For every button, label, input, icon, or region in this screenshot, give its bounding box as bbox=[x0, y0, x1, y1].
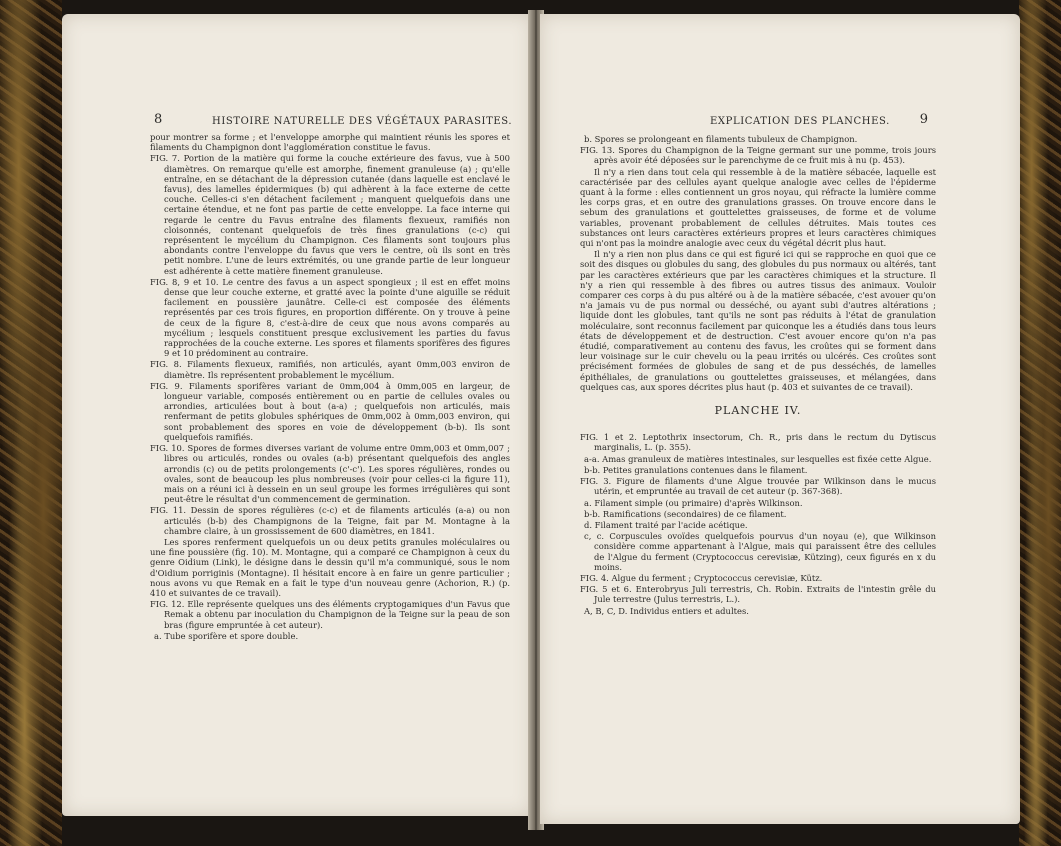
left-marbled-endpaper bbox=[0, 0, 62, 846]
paragraph: Les spores renferment quelquefois un ou deux petits granules moléculaires ou une fine poussière (fig. 10). M. Montagne, qui a comparé ce Champignon à ceux du genre Oidium (Link), le désigne dans le dessin qu'il m'a communiqué, sous le nom d'Oidium porriginis (Montagne). Il hésitait encore à en faire un genre particulier ; nous avons vu que Remak en a fait le type d'un nouveau genre (Achorion, R.) (p. 410 et suivantes de ce travail). bbox=[150, 536, 510, 598]
paragraph: b-b. Ramifications (secondaires) de ce filament. bbox=[584, 508, 787, 519]
figure-caption: FIG. 5 et 6. Enterobryus Juli terrestris, Ch. Robin. Extraits de l'intestin grêle du Jule terrestre (Julus terrestris, L.). bbox=[580, 584, 936, 605]
paragraph: a-a. Amas granuleux de matières intestinales, sur lesquelles est fixée cette Algue. bbox=[584, 453, 932, 464]
figure-caption: FIG. 11. Dessin de spores régulières (c-c) et de filaments articulés (a-a) ou non articulés (b-b) des Champignons de la Teigne, fait par M. Montagne à la chambre claire, à un grossissement de 600 diamètres, en 1841. bbox=[150, 505, 510, 536]
paragraph: Il n'y a rien dans tout cela qui ressemble à de la matière sébacée, laquelle est caractérisée par des cellules ayant quelque analogie avec celles de l'épiderme quant à la forme : elles contiennent un gros noyau, qui réfracte la lumière comme les corps gras, et en outre des granulations grasses. On trouve encore dans le sebum des granulations et gouttelettes graisseuses, de forme et de volume variables, provenant probablement de cellules détruites. Mais toutes ces substances ont leurs caractères extérieurs propres et leurs caractères chimiques qui n'ont pas la moindre analogie avec ceux du végétal décrit plus haut. bbox=[580, 166, 936, 249]
figure-caption: FIG. 7. Portion de la matière qui forme la couche extérieure des favus, vue à 500 diamètres. On remarque qu'elle est amorphe, finement granuleuse (a) ; qu'elle entraîne, en se détachant de la dépression cutanée (dans laquelle est enclavé le favus), des lamelles épidermiques (b) qui adhèrent à la face externe de cette couche. Celles-ci s'en détachent facilement ; manquent quelquefois dans une certaine étendue, et ne font pas partie de cette enveloppe. La face interne qui regarde le centre du Favus entraîne des filaments flexueux, ramifiés non cloisonnés, contenant quelquefois de très fines granulations (c-c) qui représentent le mycélium du Champignon. Ces filaments sont toujours plus abondants contre l'enveloppe du favus que vers le centre, où ils sont en très petit nombre. L'une de leurs extrémités, ou une grande partie de leur longueur est adhérente à cette matière finement granuleuse. bbox=[150, 153, 510, 276]
paragraph: Il n'y a rien non plus dans ce qui est figuré ici qui se rapproche en quoi que ce soit des disques ou globules du sang, des globules du pus normaux ou altérés, tant par les caractères extérieurs que par les caractères chimiques et la structure. Il n'y a rien qui ressemble à des fibres ou autres tissus des animaux. Vouloir comparer ces corps à du pus altéré ou à de la matière sébacée, c'est avouer qu'on n'a jamais vu de pus normal ou desséché, ou ayant subi d'autres altérations ; liquide dont les globules, tant qu'ils ne sont pas réduits à l'état de granulation moléculaire, sont reconnus facilement par quiconque les a étudiés dans tous leurs états de développement et de destruction. C'est avouer encore qu'on n'a pas étudié, comparativement au contenu des favus, les croûtes qui se forment dans leur voisinage sur le cuir chevelu ou la peau irrités ou ulcérés. Ces croûtes sont précisément formées de globules de sang et de pus desséchés, de lamelles épithéliales, de granulations ou gouttelettes graisseuses, et mélangées, dans quelques cas, aux spores décrites plus haut (p. 403 et suivantes de ce travail). bbox=[580, 249, 936, 392]
figure-caption: FIG. 13. Spores du Champignon de la Teigne germant sur une pomme, trois jours après avoir été déposées sur le parenchyme de ce fruit mis à nu (p. 453). bbox=[580, 145, 936, 166]
paragraph: A, B, C, D. Individus entiers et adultes. bbox=[584, 605, 749, 616]
paragraph: c, c. Corpuscules ovoïdes quelquefois pourvus d'un noyau (e), que Wilkinson considère comme appartenant à l'Algue, mais qui paraissent être des cellules de l'Algue du ferment (Cryptococcus cerevisiæ, Kützing), ceux figurés en x du moins. bbox=[584, 531, 936, 572]
figure-caption: FIG. 4. Algue du ferment ; Cryptococcus cerevisiæ, Kütz. bbox=[580, 572, 823, 583]
paragraph: b. Spores se prolongeant en filaments tubuleux de Champignon. bbox=[584, 134, 858, 144]
paragraph: a. Filament simple (ou primaire) d'après Wilkinson. bbox=[584, 497, 803, 508]
figure-caption: FIG. 9. Filaments sporifères variant de 0mm,004 à 0mm,005 en largeur, de longueur variable, composés entièrement ou en partie de cellules ovales ou arrondies, articulées bout à bout (a-a) ; quelquefois non articulés, mais renfermant de petits globules sphériques de 0mm,002 à 0mm,003 environ, qui sont probablement des spores en voie de développement (b-b). Ils sont quelquefois ramifiés. bbox=[150, 380, 510, 442]
figure-caption: FIG. 1 et 2. Leptothrix insectorum, Ch. R., pris dans le rectum du Dytiscus marginalis, L. (p. 355). bbox=[580, 432, 936, 453]
plate-heading: PLANCHE IV. bbox=[714, 404, 802, 418]
page-number: 9 bbox=[919, 112, 928, 127]
right-marbled-endpaper bbox=[1019, 0, 1061, 846]
figure-caption: FIG. 8, 9 et 10. Le centre des favus a un aspect spongieux ; il est en effet moins dense que leur couche externe, et gratté avec la pointe d'une aiguille se réduit facilement en poussière jaunâtre. Celle-ci est composée des éléments représentés par ces trois figures, en proportion différente. On y trouve à peine de ceux de la figure 8, c'est-à-dire de ceux que nous avons comparés au mycélium ; lesquels constituent presque exclusivement les parties du favus rapprochées de la couche externe. Les spores et filaments sporifères des figures 9 et 10 prédominent au contraire. bbox=[150, 276, 510, 359]
left-page bbox=[62, 14, 532, 816]
figure-caption: FIG. 8. Filaments flexueux, ramifiés, non articulés, ayant 0mm,003 environ de diamètre. Ils représentent probablement le mycélium. bbox=[150, 359, 510, 380]
paragraph: a. Tube sporifère et spore double. bbox=[154, 630, 299, 641]
running-head: HISTOIRE NATURELLE DES VÉGÉTAUX PARASITES. bbox=[212, 116, 513, 127]
running-head: EXPLICATION DES PLANCHES. bbox=[710, 116, 890, 127]
page-number: 8 bbox=[154, 112, 163, 127]
figure-caption: FIG. 10. Spores de formes diverses variant de volume entre 0mm,003 et 0mm,007 ; libres ou articulés, rondes ou ovales (a-b) présentant quelquefois des angles arrondis (c) ou de petits prolongements (c'-c'). Les spores régulières, rondes ou ovales, sont de beaucoup les plus nombreuses (voir pour celles-ci la figure 11), mais on a réuni ici à dessein en un seul groupe les formes irrégulières qui sont peut-être le résultat d'un commencement de germination. bbox=[150, 443, 510, 505]
paragraph: b-b. Petites granulations contenues dans le filament. bbox=[584, 464, 808, 475]
paragraph: pour montrer sa forme ; et l'enveloppe amorphe qui maintient réunis les spores et filaments du Champignon dont l'agglomération constitue le favus. bbox=[150, 132, 510, 153]
right-text-column bbox=[580, 134, 936, 617]
left-text-column bbox=[150, 132, 510, 642]
figure-caption: FIG. 12. Elle représente quelques uns des éléments cryptogamiques d'un Favus que Remak a obtenu par inoculation du Champignon de la Teigne sur la peau de son bras (figure empruntée à cet auteur). bbox=[150, 599, 510, 630]
right-page bbox=[540, 14, 1020, 824]
figure-caption: FIG. 3. Figure de filaments d'une Algue trouvée par Wilkinson dans le mucus utérin, et empruntée au travail de cet auteur (p. 367-368). bbox=[580, 476, 936, 497]
paragraph: d. Filament traité par l'acide acétique. bbox=[584, 519, 748, 530]
